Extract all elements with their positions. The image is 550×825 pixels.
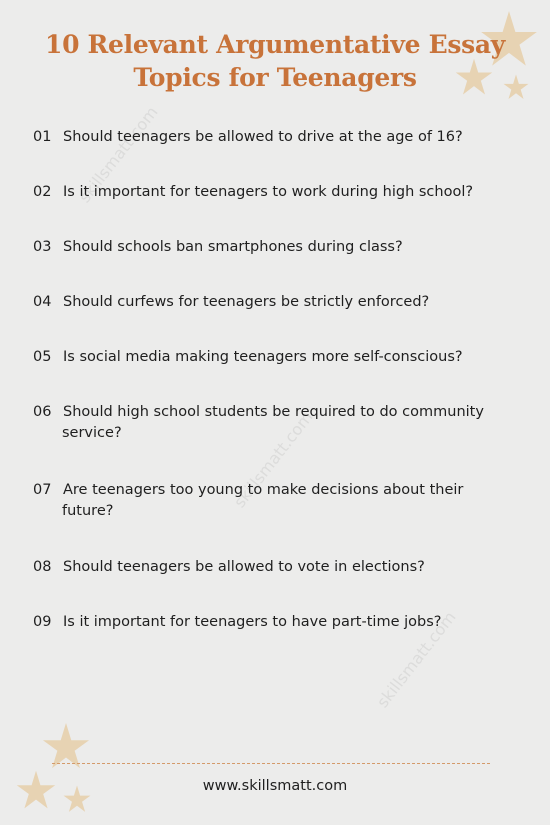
dashed-divider (52, 763, 490, 764)
topic-text: Should high school students be required to do community (63, 404, 484, 420)
watermark-text: skillsmatt.com (372, 607, 460, 712)
topic-text: Should teenagers be allowed to vote in elections? (63, 559, 425, 575)
topic-number: 04 (33, 294, 52, 310)
topic-text: Are teenagers too young to make decisions about their (63, 482, 464, 498)
topic-text: Is it important for teenagers to have part-time jobs? (63, 614, 442, 630)
page-title: 10 Relevant Argumentative Essay Topics for Teenagers (44, 30, 506, 92)
topic-item (33, 347, 513, 368)
topic-text: Should curfews for teenagers be strictly enforced? (63, 294, 430, 310)
topic-text: Should teenagers be allowed to drive at the age of 16? (63, 129, 463, 145)
topic-item (33, 182, 513, 203)
topic-item (33, 612, 513, 633)
topic-item (33, 237, 513, 258)
topic-item (33, 127, 513, 148)
footer-website[interactable]: www.skillsmatt.com (202, 778, 348, 794)
topic-item (33, 292, 513, 313)
topic-number: 06 (33, 404, 52, 420)
topic-number: 02 (33, 184, 52, 200)
topic-item (33, 557, 513, 578)
watermark-text: skillsmatt.com (229, 407, 317, 512)
topic-number: 09 (33, 614, 52, 630)
topic-number: 08 (33, 559, 52, 575)
topic-item (33, 480, 513, 522)
topic-text: Is social media making teenagers more self-conscious? (63, 349, 463, 365)
topic-text: Is it important for teenagers to work during high school? (63, 184, 474, 200)
topic-text-continuation: service? (62, 425, 122, 441)
topic-number: 03 (33, 239, 52, 255)
topic-item (33, 402, 513, 444)
topic-text: Should schools ban smartphones during class? (63, 239, 403, 255)
topic-number: 01 (33, 129, 52, 145)
topic-text-continuation: future? (62, 503, 114, 519)
watermark-text: skillsmatt.com (74, 102, 162, 207)
topic-number: 07 (33, 482, 52, 498)
topic-number: 05 (33, 349, 52, 365)
